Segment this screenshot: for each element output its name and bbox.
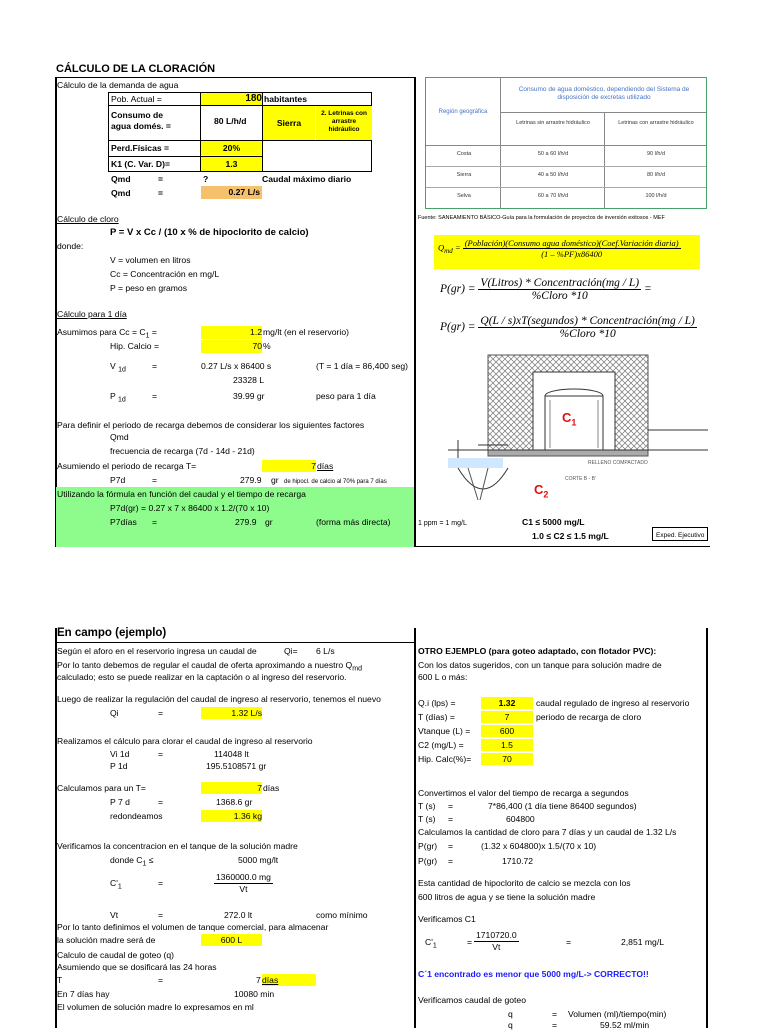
tank-value[interactable]: 600 L: [201, 934, 262, 946]
qmd-eq-2: =: [158, 188, 164, 198]
ref-row-v2: 100 l/h/d: [645, 193, 667, 199]
v-definition: V = volumen en litros: [110, 255, 191, 265]
otro-line-3: Convertimos el valor del tiempo de recarga a segundos: [418, 788, 629, 798]
otro-qi-desc: caudal regulado de ingreso al reservorio: [536, 698, 690, 708]
p7d-label: P7d: [110, 475, 126, 485]
ts-label: T (s): [418, 801, 436, 811]
qi2-value[interactable]: 1.32 L/s: [201, 707, 262, 719]
vt-label: Vt: [110, 910, 119, 920]
consumo-header: Consumo de agua doméstico, dependiendo del Sistema de disposición de excretas utilizado: [518, 86, 690, 101]
ref-row-v2: 90 l/h/d: [646, 151, 666, 157]
otro-c1-den: Vt: [492, 942, 501, 952]
perd-label: Perd.Físicas =: [111, 143, 170, 153]
hip-pct: %: [263, 341, 271, 351]
q1-expr: Volumen (ml)/tiempo(min): [568, 1009, 667, 1019]
q2-value: 59.52 ml/min: [600, 1020, 650, 1030]
pob-label: Pob. Actual =: [111, 94, 162, 104]
ref-row-region: Selva: [457, 193, 471, 199]
qmd-label: Qmd: [111, 174, 131, 184]
qmd-unknown: ?: [203, 174, 209, 184]
qmd-label-2: Qmd: [111, 188, 131, 198]
hip-label: Hip. Calcio =: [110, 341, 159, 351]
otro-c1-num: 1710720.0: [476, 930, 517, 940]
qi2-label: Qi: [110, 708, 119, 718]
otro-c1-value: 2,851 mg/L: [621, 937, 664, 947]
otro-t-label: T (días) =: [418, 712, 455, 722]
p7d-note: de hipocl. de calcio al 70% para 7 días: [284, 479, 387, 485]
otro-line-4: Calculamos la cantidad de cloro para 7 días y un caudal de 1.32 L/s: [418, 827, 677, 837]
c2-range: 1.0 ≤ C2 ≤ 1.5 mg/L: [532, 531, 609, 541]
hip-value[interactable]: 70: [201, 340, 262, 353]
reservoir-drawing: [418, 350, 714, 510]
cc-value[interactable]: 1.2: [201, 326, 262, 339]
q2-label: q: [508, 1020, 513, 1030]
c-max: 5000 mg/lt: [238, 855, 279, 865]
otro-c1p-label: $C'_1$: [425, 937, 437, 950]
letrinas-cell[interactable]: [316, 106, 372, 140]
t-b-unit: días: [263, 783, 280, 793]
otro-t-value[interactable]: 7: [481, 711, 533, 723]
campo-line-6: Calculamos para un T=: [57, 783, 146, 793]
top-sheet: [0, 50, 768, 560]
perd-value[interactable]: 20%: [201, 141, 262, 155]
region-header: Región geográfica: [438, 109, 488, 115]
v1d-eq: =: [152, 361, 158, 371]
qmd-eq: =: [158, 174, 164, 184]
dia-title: Cálculo para 1 día: [57, 309, 127, 319]
ref-row-v1: 60 a 70 l/h/d: [537, 193, 569, 199]
ref-row-v1: 40 a 50 l/h/d: [537, 172, 569, 178]
otro-c2-label: C2 (mg/L) =: [418, 740, 464, 750]
c1-label: $C_1$: [562, 410, 577, 428]
p7d-eq: =: [152, 475, 158, 485]
letrinas-line-3: hidráulico: [328, 126, 360, 133]
bottom-sheet: [0, 620, 768, 1030]
campo-line-10: Calculo de caudal de goteo (q): [57, 950, 175, 960]
vt-eq: =: [158, 910, 164, 920]
ts-expr: 7*86,400 (1 día tiene 86400 segundos): [488, 801, 637, 811]
p7dgr-formula: P7d(gr) = 0.27 x 7 x 86400 x 1.2/(70 x 10): [110, 503, 270, 513]
pgr-expr: (1.32 x 604800)x 1.5/(70 x 10): [481, 841, 597, 851]
p7d-value: 279.9: [240, 475, 262, 485]
relleno-label: RELLENO COMPACTADO: [588, 460, 648, 466]
def-text: Para definir el periodo de recarga debemos de considerar los siguientes factores: [57, 420, 365, 430]
otro-c1p-fraction: [474, 930, 519, 953]
cc-definition: Cc = Concentración en mg/L: [110, 269, 220, 279]
p7dias-unit: gr: [265, 517, 273, 527]
col2-header: Letrinas con arrastre hidráulico: [618, 120, 694, 126]
formula-2: P(gr) = $\frac{\text{Q(L / s)xT(segundos) * Concentración(mg / L)}}{\text{\%Cloro *10}}$: [440, 315, 695, 340]
otro-title: OTRO EJEMPLO (para goteo adaptado, con flotador PVC):: [418, 646, 657, 656]
t-unit: días: [317, 461, 334, 471]
campo-line-13: El volumen de solución madre lo expresamos en ml: [57, 1002, 254, 1012]
otro-line-7: Verificamos C1: [418, 914, 476, 924]
pgr-label: P(gr): [418, 841, 438, 851]
v1d-expr: 0.27 L/s x 86400 s: [201, 361, 272, 371]
t-note: (T = 1 día = 86,400 seg): [316, 361, 409, 371]
ts-label-2: T (s): [418, 814, 436, 824]
otro-hip-value[interactable]: 70: [481, 753, 533, 765]
p-definition: P = peso en gramos: [110, 283, 187, 293]
pgr-eq: =: [448, 841, 454, 851]
q1-eq: =: [552, 1009, 558, 1019]
red-label: redondeamos: [110, 811, 163, 821]
campo-line-7: Verificamos la concentracion en el tanque de la solución madre: [57, 841, 298, 851]
p1d-value: 39.99 gr: [233, 391, 265, 401]
vt-note: como mínimo: [316, 910, 368, 920]
k1-label: K1 (C. Var. D)=: [111, 159, 170, 169]
campo-line-2: Por lo tanto debemos de regular el caudal de oferta aproximando a nuestro $Q_{md}$: [57, 660, 362, 673]
ppm-note: 1 ppm = 1 mg/L: [418, 520, 467, 527]
donde-label: donde:: [57, 241, 84, 251]
p7d-b-eq: =: [158, 797, 164, 807]
vt-value: 272.0 lt: [224, 910, 253, 920]
p7d-b-label: P 7 d: [110, 797, 130, 807]
pob-unit: habitantes: [264, 94, 307, 104]
t-c-unit[interactable]: días: [262, 974, 316, 986]
ts-value: 604800: [506, 814, 535, 824]
v1d-value: 23328 L: [233, 375, 265, 385]
otro-vt-label: Vtanque (L) =: [418, 726, 471, 736]
cons-value: 80 L/h/d: [214, 116, 247, 126]
otro-vt-value[interactable]: 600: [481, 725, 533, 737]
p1d-b-value: 195.5108571 gr: [206, 761, 267, 771]
c1p-eq: =: [158, 878, 164, 888]
ref-row-region: Sierra: [456, 172, 472, 178]
p1d-eq: =: [152, 391, 158, 401]
c1p-den: Vt: [239, 884, 248, 894]
t-c-label: T: [57, 975, 63, 985]
ref-row-v2: 80 l/h/d: [646, 172, 666, 178]
ts-eq: =: [448, 801, 454, 811]
otro-line-6: 600 litros de agua y se tiene la solución madre: [418, 892, 596, 902]
campo-line-5: Realizamos el cálculo para clorar el caudal de ingreso al reservorio: [57, 736, 313, 746]
campo-line-11: Asumiendo que se dosificará las 24 horas: [57, 962, 217, 972]
campo-line-8: Por lo tanto definimos el volumen de tanque comercial, para almacenar: [57, 922, 329, 932]
qi-label: Qi=: [284, 646, 298, 656]
donde-c: donde $C_1$ ≤: [110, 855, 154, 868]
qi2-eq: =: [158, 708, 164, 718]
qmd-desc: Caudal máximo diario: [262, 174, 352, 184]
letrinas-line-2: arrastre: [331, 118, 357, 125]
otro-t-desc: periodo de recarga de cloro: [536, 712, 642, 722]
factor-freq: frecuencia de recarga (7d - 14d - 21d): [110, 446, 255, 456]
otro-c1p-eq: =: [467, 937, 473, 947]
t-c-value: 7: [256, 975, 261, 985]
c1p-label: $C'_1$: [110, 878, 122, 891]
k1-value[interactable]: 1.3: [201, 157, 262, 171]
vi1d-eq: =: [158, 749, 164, 759]
q2-eq: =: [552, 1020, 558, 1030]
red-value[interactable]: 1.36 kg: [201, 810, 262, 822]
factor-qmd: Qmd: [110, 432, 129, 442]
p7dias-eq: =: [152, 517, 158, 527]
t-value[interactable]: 7: [262, 460, 316, 472]
p7dias-label: P7días: [110, 517, 137, 527]
p7d-unit: gr: [271, 475, 279, 485]
util-text: Utilizando la fórmula en función del caudal y el tiempo de recarga: [57, 489, 306, 499]
otro-c2-value[interactable]: 1.5: [481, 739, 533, 751]
otro-line-2: 600 L o más:: [418, 672, 468, 682]
campo-line-4: Luego de realizar la regulación del caudal de ingreso al reservorio, tenemos el nuevo: [57, 694, 381, 704]
c1-range: C1 ≤ 5000 mg/L: [522, 517, 585, 527]
p1d-b-label: P 1d: [110, 761, 128, 771]
campo-line-1: Según el aforo en el reservorio ingresa un caudal de: [57, 646, 257, 656]
ts-eq-2: =: [448, 814, 454, 824]
t-c-eq: =: [158, 975, 164, 985]
otro-qi-label: Q.i (lps) =: [418, 698, 456, 708]
otro-hip-label: Hip. Calc(%)=: [418, 754, 472, 764]
vi1d-label: Vi 1d: [110, 749, 130, 759]
q1-label: q: [508, 1009, 513, 1019]
otro-qi-value[interactable]: 1.32: [481, 697, 533, 709]
otro-line-1: Con los datos sugeridos, con un tanque para solución madre de: [418, 660, 662, 670]
cons-label-1: Consumo de: [111, 110, 164, 120]
exp-note: Exped. Ejecutivo: [656, 532, 705, 539]
cloro-formula: P = V x Cc / (10 x % de hipoclorito de calcio): [110, 227, 309, 238]
qmd-value[interactable]: 0.27 L/s: [201, 186, 262, 199]
t-b-value[interactable]: 7: [201, 782, 262, 794]
table-source: Fuente: SANEAMIENTO BÁSICO-Guía para la formulación de proyectos de inversión exitosos - MEF: [418, 215, 665, 221]
letrinas-line-1: 2. Letrinas con: [321, 110, 367, 117]
pgr-label-2: P(gr): [418, 856, 438, 866]
ref-row-v1: 50 a 60 l/h/d: [537, 151, 569, 157]
pgr-value: 1710.72: [502, 856, 534, 866]
c1p-fraction: [214, 872, 273, 895]
asum-cc-label: Asumimos para $Cc = C_1$ =: [57, 327, 157, 340]
vi1d-value: 114048 lt: [214, 749, 249, 759]
pob-value[interactable]: 180: [201, 93, 262, 105]
cloro-title: Cálculo de cloro: [57, 214, 119, 224]
p7d-b-value: 1368.6 gr: [216, 797, 253, 807]
otro-line-5: Esta cantidad de hipoclorito de calcio se mezcla con los: [418, 878, 631, 888]
campo-title: En campo (ejemplo): [57, 627, 167, 639]
campo-line-9: la solución madre será de: [57, 935, 156, 945]
qmd-formula: $Q_{md}$ = $\frac{\text{(Población)(Consumo agua doméstico)(Coef.Variación diaria)}}{(1 - \%PF)x86400}$: [438, 238, 679, 259]
l12-value: 10080 min: [234, 989, 275, 999]
v1d-label: V $_{1d}$: [110, 361, 126, 374]
cons-label-2: agua domés. =: [111, 121, 171, 131]
formula-1: P(gr) = $\frac{\text{V(Litros) * Concentración(mg / L)}}{\text{\%Cloro *10}}$ =: [440, 277, 652, 302]
ref-row-region: Costa: [456, 151, 472, 157]
col1-header: Letrinas sin arrastre hidráulico: [516, 120, 590, 126]
otro-c1-eq2: =: [566, 937, 572, 947]
region-value[interactable]: Sierra: [263, 106, 315, 140]
c2-label: $C_2$: [534, 482, 549, 500]
cc-unit: mg/lt (en el reservorio): [263, 327, 349, 337]
pgr-eq-2: =: [448, 856, 454, 866]
c1p-num: 1360000.0 mg: [216, 872, 271, 882]
p7dias-value: 279.9: [235, 517, 257, 527]
p7dias-note: (forma más directa): [316, 517, 391, 527]
page-title: CÁLCULO DE LA CLORACIÓN: [56, 63, 216, 75]
demand-title: Cálculo de la demanda de agua: [57, 80, 179, 90]
ok-message: C´1 encontrado es menor que 5000 mg/L-> CORRECTO!!: [418, 969, 649, 979]
asum-t-label: Asumiendo el periodo de recarga T=: [57, 461, 197, 471]
corte-label: CORTE B - B': [565, 476, 596, 482]
campo-line-12: En 7 días hay: [57, 989, 110, 999]
p1d-label: P $_{1d}$: [110, 391, 126, 404]
qi-value: 6 L/s: [316, 646, 335, 656]
campo-line-3: calculado; esto se puede realizar en la captación o al ingreso del reservorio.: [57, 672, 347, 682]
p1d-note: peso para 1 día: [316, 391, 376, 401]
otro-line-8: Verificamos caudal de goteo: [418, 995, 526, 1005]
